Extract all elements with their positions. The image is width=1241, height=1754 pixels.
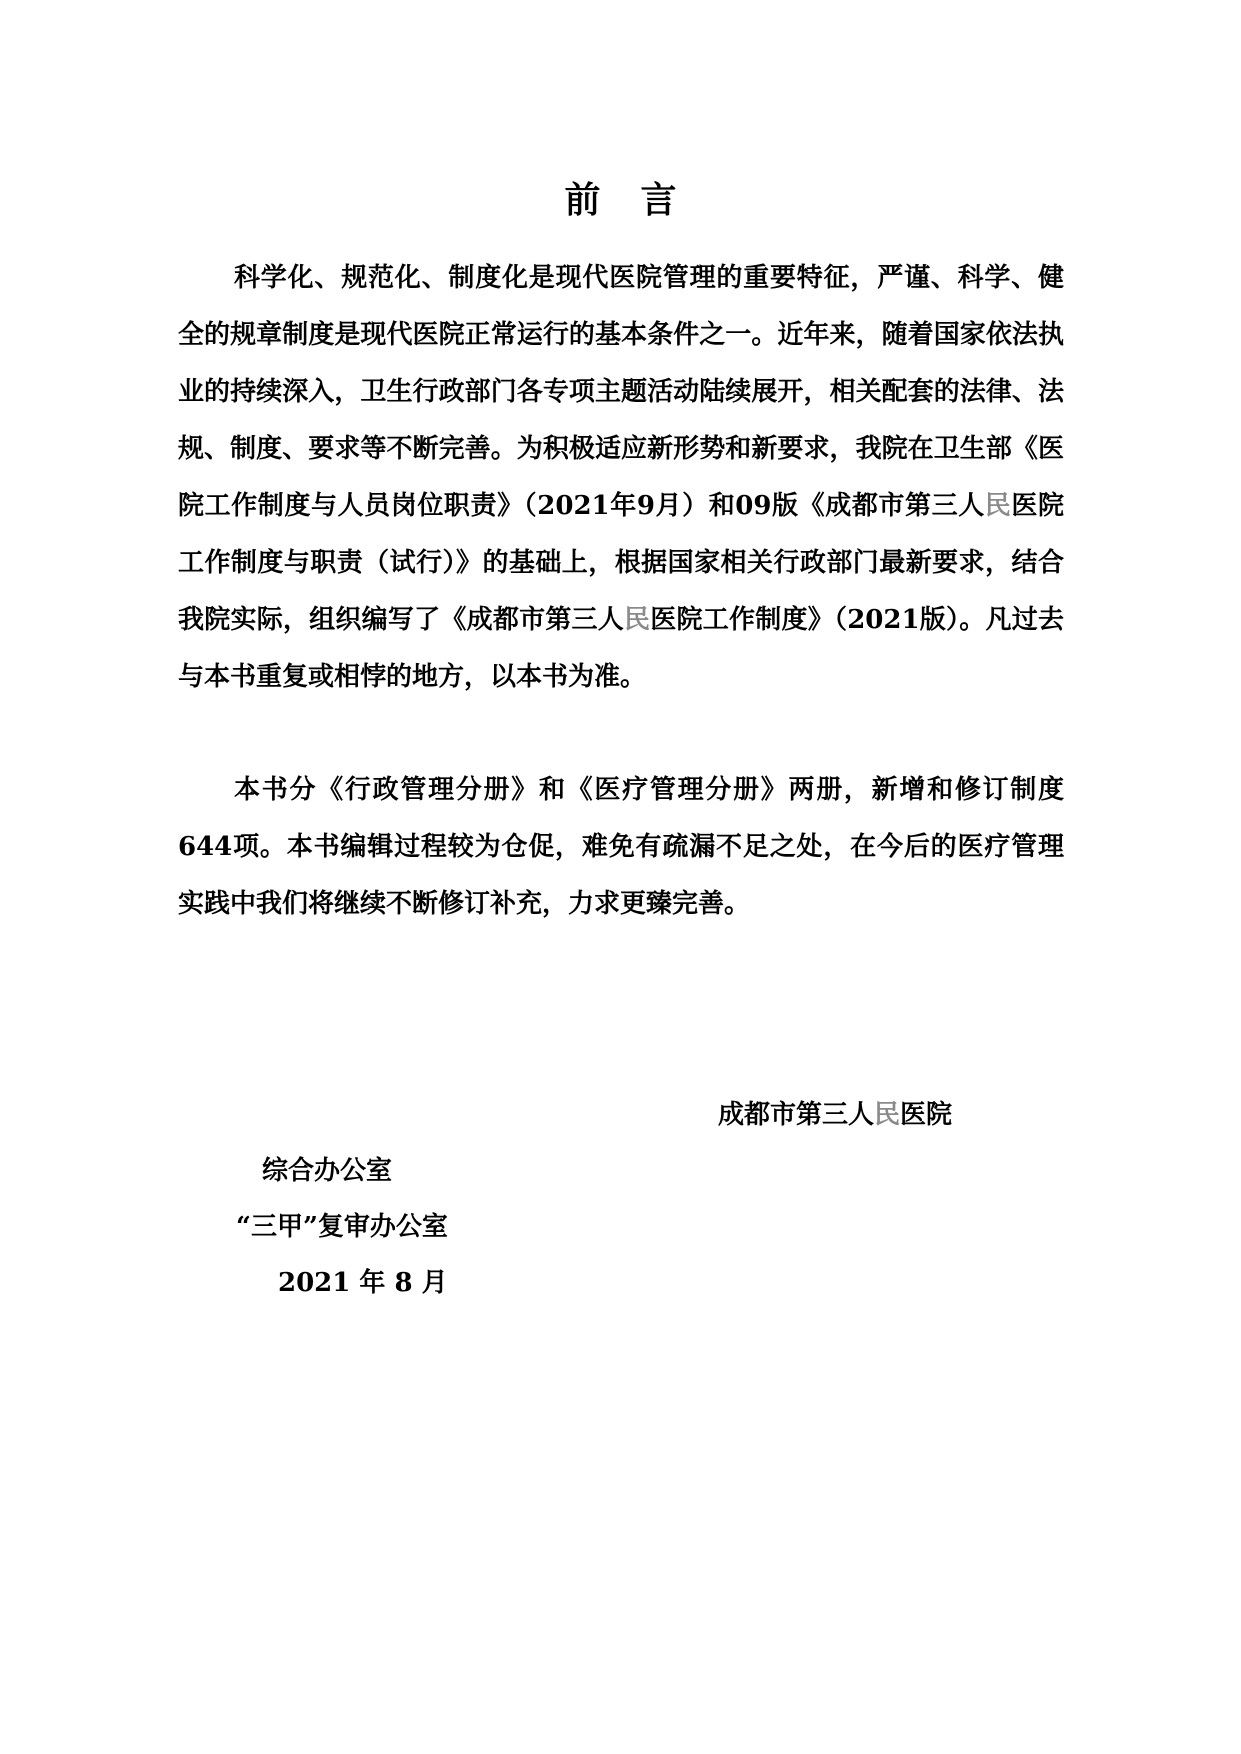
title-char-2: 言	[640, 179, 677, 221]
page-title	[0, 172, 1241, 223]
signature-office-general: 综合办公室	[262, 1156, 393, 1186]
preface-paragraph-2	[178, 762, 1064, 933]
paragraph-2-text: 本书分《行政管理分册》和《医疗管理分册》两册，新增和修订制度644项。本书编辑过程较为仓促，难免有疏漏不足之处，在今后的医疗管理实践中我们将继续不断修订补充，力求更臻完善。	[178, 775, 1064, 919]
paragraph-1-text-a: 科学化、规范化、制度化是现代医院管理的重要特征，严谨、科学、健全的规章制度是现代医院正常运行的基本条件之一。近年来，随着国家依法执业的持续深入，卫生行政部门各专项主题活动陆续展开，相关配套的法律、法规、制度、要求等不断完善。为积极适应新形势和新要求，我院在卫生部《医院工作制度与人员岗位职责》（2021年9月）和09版《成都市第三人	[178, 263, 1064, 521]
preface-paragraph-1	[178, 250, 1064, 706]
paragraph-1-pale-char-a: 民	[984, 491, 1012, 521]
signature-hospital-text-a: 成都市第三人	[718, 1100, 875, 1130]
paragraph-1-text-b: 医院工作制度与职责（试行）》的基础上，根据国家相关行政部门最新要求，结合我院实际，组织编写了《成都市第三人	[178, 491, 1064, 635]
paragraph-1-pale-char-b: 民	[624, 605, 651, 635]
signature-hospital-text-b: 医院	[900, 1100, 953, 1130]
signature-hospital	[718, 1094, 952, 1131]
signature-hospital-pale-char: 民	[874, 1100, 901, 1130]
paragraph-1-text-c: 医院工作制度》（2021版）。凡过去与本书重复或相悖的地方，以本书为准。	[178, 605, 1064, 692]
title-char-1: 前	[564, 179, 601, 221]
signature-office-review: “三甲”复审办公室	[236, 1212, 448, 1242]
signature-date: 2021 年 8 月	[278, 1268, 448, 1298]
